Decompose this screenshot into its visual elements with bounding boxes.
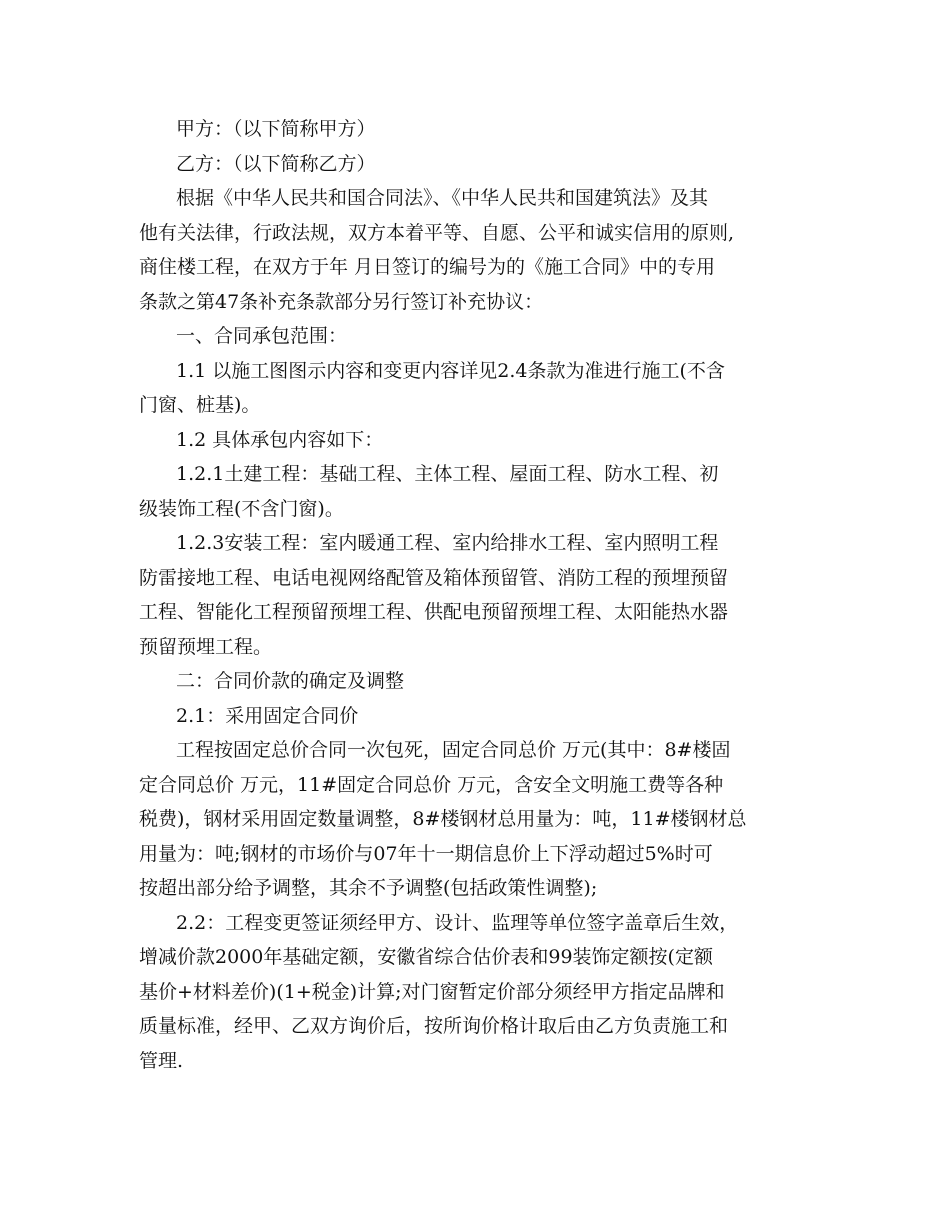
document-line: 管理. (139, 1049, 184, 1072)
document-line: 他有关法律，行政法规，双方本着平等、自愿、公平和诚实信用的原则, (139, 221, 735, 244)
document-line: 用量为：吨;钢材的市场价与07年十一期信息价上下浮动超过5%时可 (139, 842, 713, 865)
document-line: 税费)，钢材采用固定数量调整，8#楼钢材总用量为：吨，11#楼钢材总 (139, 808, 747, 830)
document-line: 根据《中华人民共和国合同法》、《中华人民共和国建筑法》及其 (176, 187, 709, 209)
document-line: 商住楼工程，在双方于年 月日签订的编号为的《施工合同》中的专用 (139, 256, 716, 278)
document-line: 1.2.3安装工程：室内暖通工程、室内给排水工程、室内照明工程 (176, 532, 719, 554)
document-line: 基价+材料差价)(1+税金)计算;对门窗暂定价部分须经甲方指定品牌和 (139, 980, 725, 1003)
document-line: 条款之第47条补充条款部分另行签订补充协议： (139, 290, 544, 313)
document-line: 2.1：采用固定合同价 (176, 704, 359, 727)
document-body (139, 112, 815, 1078)
document-line: 1.2.1土建工程：基础工程、主体工程、屋面工程、防水工程、初 (176, 463, 719, 485)
document-line: 工程、智能化工程预留预埋工程、供配电预留预埋工程、太阳能热水器 (139, 601, 729, 623)
document-line: 一、合同承包范围： (176, 325, 348, 347)
document-line: 乙方：（以下简称乙方） (176, 152, 376, 175)
document-line: 二：合同价款的确定及调整 (176, 670, 405, 692)
document-line: 工程按固定总价合同一次包死，固定合同总价 万元(其中：8#楼固 (176, 739, 731, 761)
document-line: 甲方：（以下简称甲方） (176, 118, 376, 140)
document-line: 防雷接地工程、电话电视网络配管及箱体预留管、消防工程的预埋预留 (139, 566, 729, 589)
document-line: 定合同总价 万元，11#固定合同总价 万元，含安全文明施工费等各种 (139, 773, 724, 796)
document-line: 级装饰工程(不含门窗)。 (139, 497, 344, 520)
document-line: 质量标准，经甲、乙双方询价后，按所询价格计取后由乙方负责施工和 (139, 1015, 729, 1037)
document-line: 1.2 具体承包内容如下： (176, 428, 384, 451)
document-line: 1.1 以施工图图示内容和变更内容详见2.4条款为准进行施工(不含 (176, 359, 725, 382)
document-line: 预留预埋工程。 (139, 635, 273, 658)
document-line: 按超出部分给予调整，其余不予调整(包括政策性调整); (139, 877, 598, 899)
document-line: 2.2：工程变更签证须经甲方、设计、监理等单位签字盖章后生效， (176, 911, 739, 934)
document-line: 增减价款2000年基础定额，安徽省综合估价表和99装饰定额按(定额 (139, 946, 713, 968)
document-line: 门窗、桩基)。 (139, 394, 261, 416)
